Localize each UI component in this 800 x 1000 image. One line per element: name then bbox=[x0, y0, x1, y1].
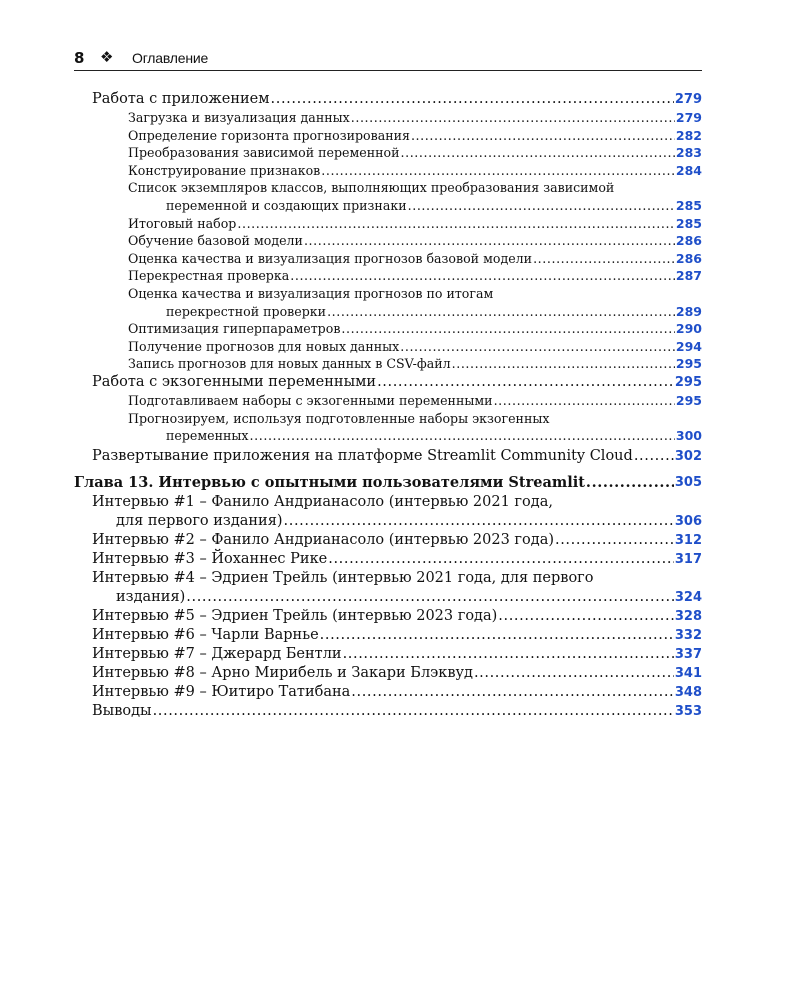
toc-page-link[interactable]: 332 bbox=[674, 627, 702, 643]
chapter-title: Глава 13. Интервью с опытными пользователями Streamlit bbox=[74, 473, 585, 491]
toc-entry-title: Итоговый набор bbox=[128, 215, 237, 231]
toc-entry-title: Оценка качества и визуализация прогнозов базовой модели bbox=[128, 250, 533, 266]
toc-page-link[interactable]: 295 bbox=[674, 374, 702, 390]
toc-entry-title: Развертывание приложения на платформе Streamlit Community Cloud bbox=[92, 447, 633, 464]
toc-entry-title: Интервью #7 – Джерард Бентли bbox=[92, 645, 342, 662]
dot-leader bbox=[400, 338, 675, 356]
toc-entry-title: Загрузка и визуализация данных bbox=[128, 110, 350, 125]
toc-entry[interactable] bbox=[74, 232, 702, 250]
dot-leader bbox=[452, 355, 675, 373]
toc-page-link[interactable]: 300 bbox=[675, 428, 702, 444]
toc-page-link[interactable]: 324 bbox=[674, 589, 702, 605]
toc-page-link[interactable]: 283 bbox=[675, 145, 702, 161]
toc-entry[interactable] bbox=[74, 447, 702, 466]
toc-entry-title: Преобразования зависимой переменной bbox=[128, 145, 400, 161]
toc-entry-title: Работа с экзогенными переменными bbox=[92, 373, 377, 390]
toc-entry[interactable] bbox=[74, 90, 702, 109]
toc-entry[interactable] bbox=[74, 215, 702, 233]
toc-page-link[interactable]: 290 bbox=[675, 321, 702, 337]
toc-entry[interactable] bbox=[74, 410, 702, 445]
toc-entry-title-cont: переменных bbox=[166, 428, 249, 444]
running-title: Оглавление bbox=[132, 50, 209, 66]
toc-entry-title: Интервью #8 – Арно Мирибель и Закари Блэквуд bbox=[92, 664, 473, 681]
toc-entry[interactable] bbox=[74, 338, 702, 356]
toc-entry[interactable] bbox=[74, 127, 702, 145]
dot-leader bbox=[327, 303, 675, 321]
toc-entry-title: Прогнозируем, используя подготовленные наборы экзогенных bbox=[128, 410, 550, 426]
toc-entry-title-cont: издания) bbox=[116, 588, 186, 605]
toc-entry-title: Оценка качества и визуализация прогнозов по итогам bbox=[128, 285, 494, 301]
toc-entry-title-cont: переменной и создающих признаки bbox=[166, 197, 407, 213]
toc-page-link[interactable]: 285 bbox=[675, 215, 702, 231]
dot-leader bbox=[351, 683, 674, 702]
toc-page-link[interactable]: 312 bbox=[674, 532, 702, 548]
toc-entry[interactable] bbox=[74, 320, 702, 338]
toc-page-link[interactable]: 279 bbox=[675, 110, 702, 125]
dot-leader bbox=[474, 664, 674, 683]
dot-leader bbox=[341, 320, 674, 338]
dot-leader bbox=[284, 512, 674, 531]
dot-leader bbox=[498, 607, 674, 626]
toc-entry-title: Работа с приложением bbox=[92, 91, 270, 107]
toc-entry-title-cont: для первого издания) bbox=[116, 512, 283, 529]
toc-entry-title: Конструирование признаков bbox=[128, 162, 321, 178]
toc-entry[interactable] bbox=[74, 569, 702, 607]
dot-leader bbox=[186, 588, 674, 607]
toc-entry-title: Выводы bbox=[92, 702, 152, 719]
toc-page-link[interactable]: 294 bbox=[675, 338, 702, 354]
toc-page-link[interactable]: 306 bbox=[674, 513, 702, 529]
dot-leader bbox=[328, 550, 674, 569]
toc-page-link[interactable]: 337 bbox=[674, 646, 702, 662]
diamond-ornament-icon: ❖ bbox=[100, 48, 114, 66]
toc-entry[interactable] bbox=[74, 250, 702, 268]
toc-entry[interactable] bbox=[74, 392, 702, 410]
dot-leader bbox=[408, 197, 675, 215]
toc-entry-title: Интервью #6 – Чарли Варнье bbox=[92, 626, 319, 643]
toc-entry-title: Подготавливаем наборы с экзогенными переменными bbox=[128, 392, 493, 408]
toc-page-link[interactable]: 282 bbox=[675, 127, 702, 143]
toc-entry[interactable] bbox=[74, 373, 702, 392]
toc-entry-title: Список экземпляров классов, выполняющих преобразования зависимой bbox=[128, 180, 615, 196]
toc-entry[interactable] bbox=[74, 531, 702, 550]
dot-leader bbox=[271, 90, 674, 109]
toc-page-link[interactable]: 289 bbox=[675, 303, 702, 319]
table-of-contents bbox=[74, 90, 702, 721]
toc-entry-title: Интервью #3 – Йоханнес Рике bbox=[92, 550, 328, 567]
dot-leader bbox=[411, 127, 675, 145]
toc-entry[interactable] bbox=[74, 109, 702, 127]
page-number: 8 bbox=[74, 49, 85, 67]
toc-entry[interactable] bbox=[74, 645, 702, 664]
dot-leader bbox=[533, 250, 675, 268]
toc-entry[interactable] bbox=[74, 179, 702, 214]
dot-leader bbox=[250, 427, 675, 445]
toc-entry[interactable] bbox=[74, 144, 702, 162]
toc-entry-title: Обучение базовой модели bbox=[128, 233, 303, 249]
toc-entry-title: Интервью #4 – Эдриен Трейль (интервью 2021 года, для первого bbox=[92, 569, 594, 586]
dot-leader bbox=[377, 373, 674, 392]
toc-entry[interactable] bbox=[74, 550, 702, 569]
toc-entry-title: Интервью #1 – Фанило Андрианасоло (интервью 2021 года, bbox=[92, 493, 553, 510]
toc-page-link[interactable]: 348 bbox=[674, 684, 702, 700]
dot-leader bbox=[237, 215, 675, 233]
toc-page-link[interactable]: 284 bbox=[675, 162, 702, 178]
toc-page-link[interactable]: 287 bbox=[675, 268, 702, 284]
toc-entry[interactable] bbox=[74, 607, 702, 626]
toc-page-link[interactable]: 285 bbox=[675, 197, 702, 213]
dot-leader bbox=[304, 232, 675, 250]
toc-entry-title: Запись прогнозов для новых данных в CSV-файл bbox=[128, 356, 451, 372]
toc-page-link[interactable]: 295 bbox=[675, 356, 702, 372]
dot-leader bbox=[634, 447, 674, 466]
toc-page-link[interactable]: 302 bbox=[674, 448, 702, 464]
dot-leader bbox=[586, 472, 674, 493]
toc-page-link[interactable]: 305 bbox=[674, 474, 702, 490]
toc-entry-title: Интервью #2 – Фанило Андрианасоло (интервью 2023 года) bbox=[92, 531, 554, 548]
toc-entry-title: Определение горизонта прогнозирования bbox=[128, 127, 410, 143]
running-header bbox=[74, 48, 702, 71]
toc-entry[interactable] bbox=[74, 267, 702, 285]
dot-leader bbox=[351, 109, 675, 127]
toc-page-link[interactable]: 317 bbox=[674, 551, 702, 567]
toc-entry-title: Оптимизация гиперпараметров bbox=[128, 321, 341, 337]
toc-entry[interactable] bbox=[74, 664, 702, 683]
dot-leader bbox=[555, 531, 674, 550]
toc-entry[interactable] bbox=[74, 626, 702, 645]
toc-entry-title: Перекрестная проверка bbox=[128, 268, 290, 284]
dot-leader bbox=[321, 162, 675, 180]
toc-entry[interactable] bbox=[74, 702, 702, 721]
toc-page-link[interactable]: 286 bbox=[675, 250, 702, 266]
toc-entry-title: Получение прогнозов для новых данных bbox=[128, 338, 400, 354]
dot-leader bbox=[290, 267, 675, 285]
dot-leader bbox=[153, 702, 674, 721]
toc-page-link[interactable]: 279 bbox=[674, 92, 702, 107]
toc-entry[interactable] bbox=[74, 285, 702, 320]
toc-chapter-entry[interactable] bbox=[74, 472, 702, 493]
dot-leader bbox=[320, 626, 674, 645]
toc-page-link[interactable]: 286 bbox=[675, 233, 702, 249]
toc-entry[interactable] bbox=[74, 683, 702, 702]
toc-entry[interactable] bbox=[74, 355, 702, 373]
dot-leader bbox=[400, 144, 674, 162]
toc-page-link[interactable]: 341 bbox=[674, 665, 702, 681]
toc-entry-title: Интервью #5 – Эдриен Трейль (интервью 2023 года) bbox=[92, 607, 498, 624]
toc-entry[interactable] bbox=[74, 493, 702, 531]
toc-page-link[interactable]: 353 bbox=[674, 703, 702, 719]
dot-leader bbox=[494, 392, 675, 410]
toc-entry-title-cont: перекрестной проверки bbox=[166, 303, 327, 319]
toc-entry-title: Интервью #9 – Юитиро Татибана bbox=[92, 683, 351, 700]
toc-page-link[interactable]: 328 bbox=[674, 608, 702, 624]
dot-leader bbox=[343, 645, 674, 664]
toc-entry[interactable] bbox=[74, 162, 702, 180]
toc-page-link[interactable]: 295 bbox=[675, 392, 702, 408]
